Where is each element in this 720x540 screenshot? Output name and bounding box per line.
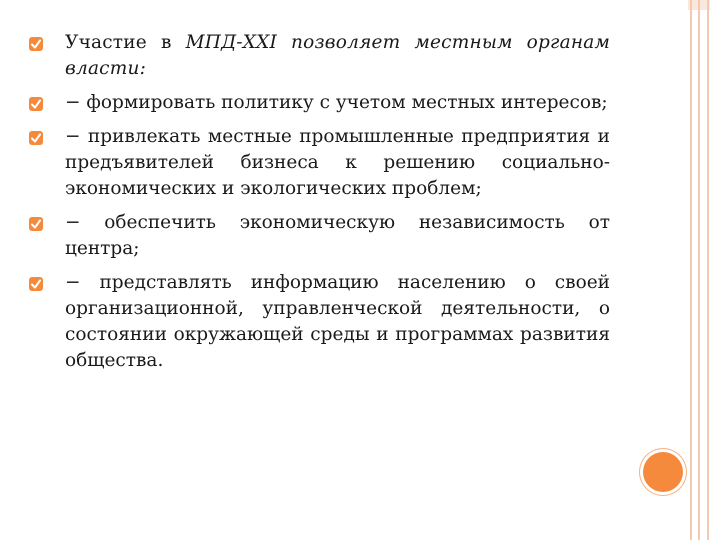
orange-circle-icon bbox=[640, 449, 686, 495]
checkbox-mark-icon bbox=[28, 36, 44, 52]
list-item-text: − обеспечить экономическую независимость от центра; bbox=[65, 212, 610, 259]
checkbox-mark-icon bbox=[28, 96, 44, 112]
frame-line bbox=[698, 0, 700, 540]
checkbox-mark-icon bbox=[28, 130, 44, 146]
frame-line bbox=[707, 0, 709, 540]
bullet-list bbox=[28, 30, 610, 374]
list-item-text: − представлять информацию населению о своей организационной, управленческой деятельности, о состоянии окружающей среды и программах развития общества. bbox=[65, 272, 610, 371]
list-item-text bbox=[65, 30, 610, 82]
frame-line bbox=[690, 0, 692, 540]
list-item bbox=[28, 270, 610, 374]
checkbox-mark-icon bbox=[28, 216, 44, 232]
list-item bbox=[28, 210, 610, 262]
list-item bbox=[28, 124, 610, 202]
list-item-lead: Участие в bbox=[65, 32, 186, 53]
list-item bbox=[28, 90, 610, 116]
checkbox-mark-icon bbox=[28, 276, 44, 292]
list-item-emphasis: МПД-XXI позволяет местным органам власти: bbox=[65, 32, 610, 79]
list-item-text: − формировать политику с учетом местных интересов; bbox=[65, 92, 608, 113]
list-item bbox=[28, 30, 610, 82]
list-item-text: − привлекать местные промышленные предприятия и предъявителей бизнеса к решению социально-экономических и экологических проблем; bbox=[65, 126, 610, 199]
